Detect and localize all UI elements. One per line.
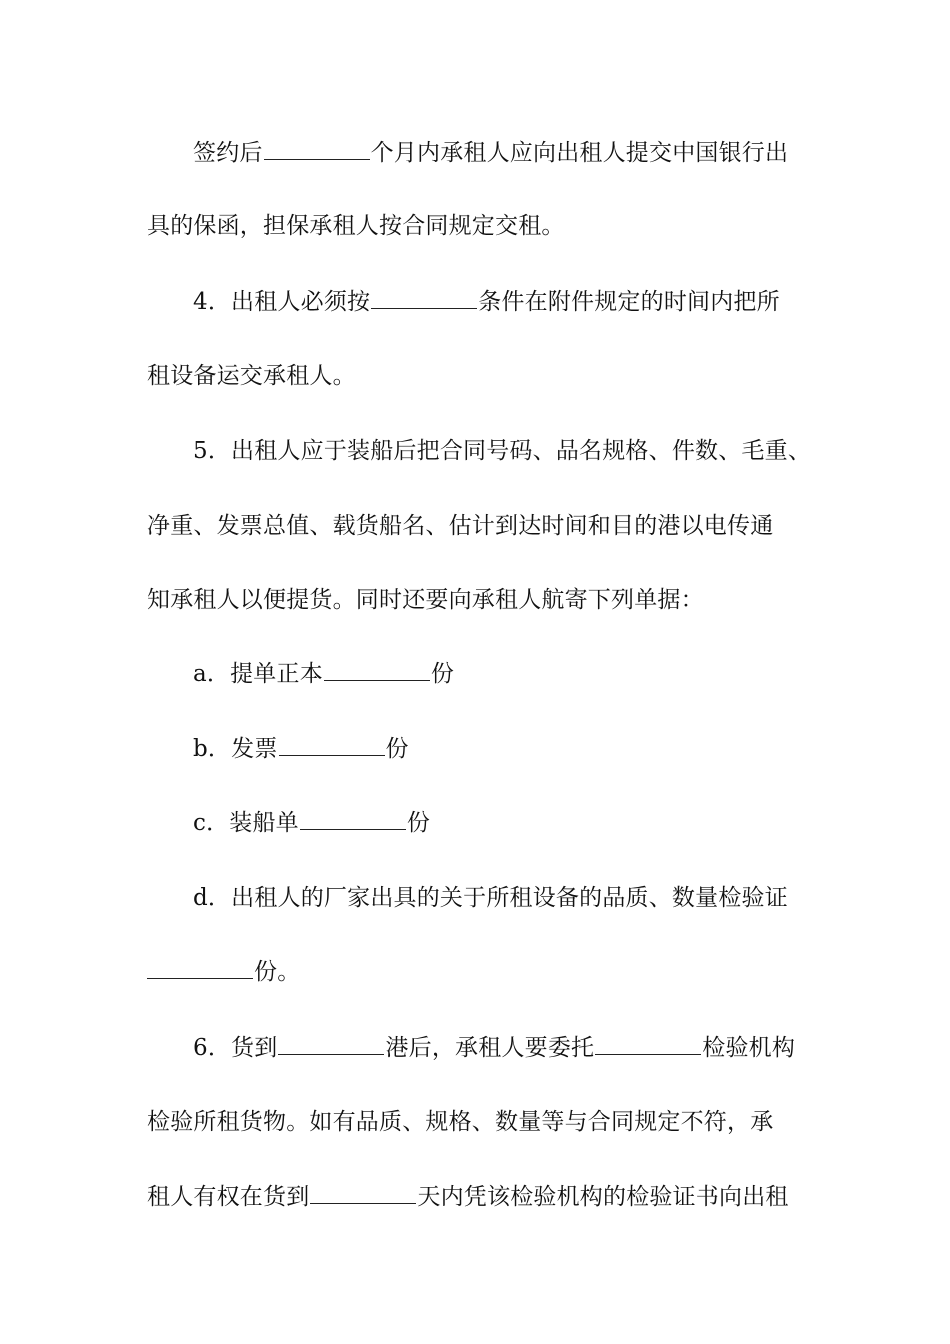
- text-line: [147, 957, 827, 987]
- text-segment: 租设备运交承租人。: [147, 363, 356, 389]
- text-segment: b．发票: [193, 736, 278, 762]
- text-segment: a．提单正本: [193, 661, 323, 687]
- fill-blank[interactable]: [279, 737, 385, 756]
- text-line: [147, 211, 827, 241]
- text-line: [147, 585, 827, 615]
- text-segment: 租人有权在货到: [147, 1184, 310, 1210]
- text-segment: 5．出租人应于装船后把合同号码、品名规格、件数、毛重、: [193, 438, 812, 464]
- text-segment: 港后，承租人要委托: [385, 1035, 595, 1061]
- text-segment: 条件在附件规定的时间内把所: [478, 289, 780, 315]
- text-line: [147, 436, 873, 466]
- text-segment: 个月内承租人应向出租人提交中国银行出: [370, 140, 789, 166]
- text-segment: 签约后: [193, 140, 263, 166]
- text-segment: 具的保函，担保承租人按合同规定交租。: [147, 213, 565, 239]
- text-line: [147, 138, 873, 168]
- text-segment: 份。: [254, 959, 301, 985]
- fill-blank[interactable]: [310, 1185, 416, 1204]
- text-segment: 份: [406, 810, 431, 836]
- fill-blank[interactable]: [147, 960, 253, 979]
- text-line: [147, 511, 827, 541]
- text-segment: 份: [430, 661, 455, 687]
- text-segment: 6．货到: [193, 1035, 278, 1061]
- text-segment: d．出租人的厂家出具的关于所租设备的品质、数量检验证: [193, 885, 788, 911]
- text-line: [147, 1107, 827, 1137]
- text-line: [147, 734, 873, 764]
- text-segment: 净重、发票总值、载货船名、估计到达时间和目的港以电传通: [147, 513, 774, 539]
- text-line: [147, 1033, 873, 1063]
- fill-blank[interactable]: [264, 141, 370, 160]
- text-line: [147, 361, 827, 391]
- text-segment: c．装船单: [193, 810, 299, 836]
- fill-blank[interactable]: [300, 811, 406, 830]
- text-segment: 天内凭该检验机构的检验证书向出租: [417, 1184, 789, 1210]
- text-segment: 知承租人以便提货。同时还要向承租人航寄下列单据：: [147, 587, 704, 613]
- text-line: [147, 659, 873, 689]
- text-line: [147, 1182, 827, 1212]
- fill-blank[interactable]: [278, 1036, 384, 1055]
- text-segment: 检验机构: [702, 1035, 796, 1061]
- text-segment: 4．出租人必须按: [193, 289, 371, 315]
- text-line: [147, 883, 873, 913]
- text-line: [147, 287, 873, 317]
- fill-blank[interactable]: [595, 1036, 701, 1055]
- fill-blank[interactable]: [324, 662, 430, 681]
- text-line: [147, 808, 873, 838]
- fill-blank[interactable]: [371, 290, 477, 309]
- text-segment: 检验所租货物。如有品质、规格、数量等与合同规定不符，承: [147, 1109, 774, 1135]
- text-segment: 份: [385, 736, 409, 762]
